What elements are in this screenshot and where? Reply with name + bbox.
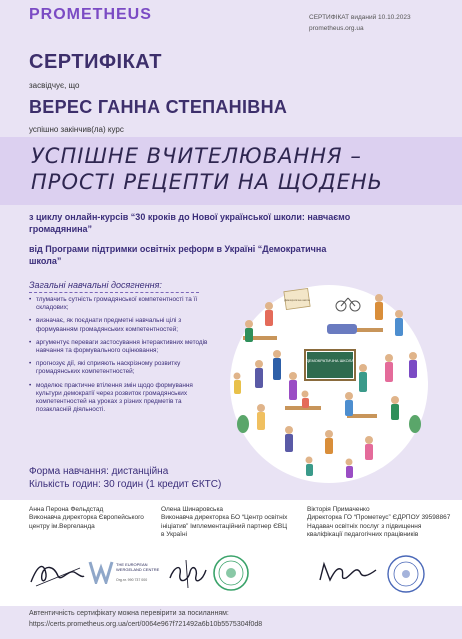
achievement-item: • моделює практичне втілення змін щодо формування культури демократії через розвиток громадянських компетентностей на уроках з різних предметів та позакласній діяльності. — [29, 382, 209, 415]
study-form: Форма навчання: дистанційна — [29, 466, 169, 477]
meta-issued-label: виданий — [350, 14, 377, 21]
achievement-item: • прогнозує дії, які сприяють наскрізному розвитку громадянських компетентностей; — [29, 360, 209, 376]
achievements-title: Загальні навчальні досягнення: — [29, 280, 162, 290]
meta-site: prometheus.org.ua — [309, 25, 364, 32]
centre-stamp-icon — [212, 554, 250, 592]
signatory-role: Директорка ГО “Прометеус” ЄДРПОУ 39598867 Надавач освітніх послуг з підвищення кваліфікації педагогічних працівників — [307, 514, 451, 539]
signatory-role: Виконавча директорка Європейського центру ім.Вергеланда — [29, 514, 144, 530]
achievement-item: • тлумачить сутність громадянської компетентності та її складових; — [29, 296, 209, 312]
prometheus-stamp-icon — [386, 554, 426, 594]
verification-block — [29, 608, 262, 630]
meta-issued-date: 10.10.2023 — [378, 14, 411, 21]
recipient-name: ВЕРЕС ГАННА СТЕПАНІВНА — [29, 97, 288, 117]
wergeland-mark-icon — [88, 560, 114, 584]
completed-text: успішно закінчив(ла) курс — [29, 125, 124, 134]
study-hours: Кількість годин: 30 годин (1 кредит ЄКТС) — [29, 479, 222, 490]
meta-cert-label: СЕРТИФІКАТ — [309, 14, 350, 21]
signature-3 — [316, 556, 382, 590]
verification-url[interactable]: https://certs.prometheus.org.ua/cert/0064e967f721492a6b10b5575304f0d8 — [29, 621, 263, 628]
wergeland-orgnr: Org.nr. 990 737 000 — [116, 578, 148, 582]
signature-2 — [166, 556, 210, 590]
achievements-divider — [29, 292, 199, 293]
certificate-title: СЕРТИФІКАТ — [29, 51, 162, 73]
signatory-name: Вікторія Примаченко — [307, 506, 370, 513]
achievement-item: • аргументує переваги застосування інтерактивних методів навчання та формувального оцінювання; — [29, 339, 209, 355]
certifies-text: засвідчує, що — [29, 81, 80, 90]
signatory-name: Олена Шинаровська — [161, 506, 224, 513]
signatory-name: Анна Перона Фельдстад — [29, 506, 104, 513]
wergeland-logo — [88, 560, 160, 586]
signatory-1 — [29, 506, 153, 531]
signature-1 — [28, 556, 86, 590]
signatory-role: Виконавча директорка БО “Центр освітніх ініціатив” Імплементаційний партнер ЄВЦ в Україні — [161, 514, 288, 539]
certificate-meta — [309, 12, 411, 34]
course-series: з циклу онлайн-курсів “30 кроків до Нової української школи: навчаємо громадянина” — [29, 212, 351, 234]
achievement-item: • визначає, як поєднати предметні навчальні цілі з формуванням громадянських компетентностей; — [29, 317, 209, 333]
verification-text: Автентичність сертифікату можна перевірити за посиланням: — [29, 610, 229, 617]
signatory-2 — [161, 506, 291, 540]
prometheus-logo: PROMETHEUS — [29, 6, 152, 23]
signatory-3 — [307, 506, 457, 540]
course-program: від Програми підтримки освітніх реформ в Україні “Демократична школа” — [29, 244, 327, 266]
wergeland-name: THE EUROPEAN WERGELAND CENTRE — [116, 562, 160, 572]
board-text: ДЕМОКРАТИЧНА ШКОЛА — [306, 358, 354, 363]
classroom-illustration — [229, 284, 429, 484]
course-title: УСПІШНЕ ВЧИТЕЛЮВАННЯ – ПРОСТІ РЕЦЕПТИ НА ЩОДЕНЬ — [31, 144, 384, 194]
book-text: Демократична школа — [284, 299, 310, 302]
achievements-list — [29, 296, 209, 419]
